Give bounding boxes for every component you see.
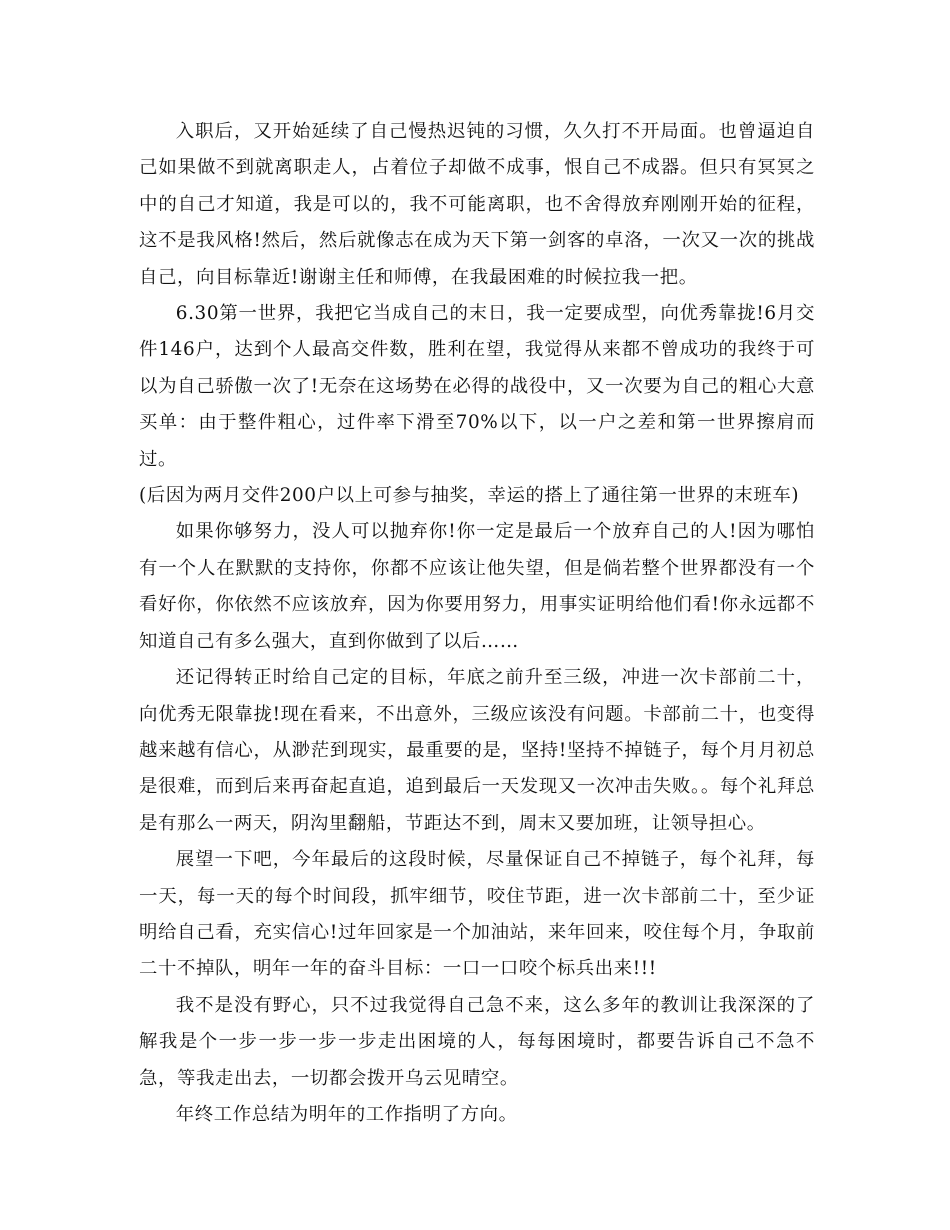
document-body <box>139 114 815 1133</box>
paragraph-first-world: 6.30第一世界，我把它当成自己的末日，我一定要成型，向优秀靠拢!6月交件146户，达到个人最高交件数，胜利在望，我觉得从来都不曾成功的我终于可以为自己骄傲一次了!无奈在这场势在必得的战役中，又一次要为自己的粗心大意买单：由于整件粗心，过件率下滑至70%以下，以一户之差和第一世界擦肩而过。 <box>139 303 815 470</box>
paragraph-goals: 还记得转正时给自己定的目标，年底之前升至三级，冲进一次卡部前二十，向优秀无限靠拢!现在看来，不出意外，三级应该没有问题。卡部前二十，也变得越来越有信心，从渺茫到现实，最重要的是，坚持!坚持不掉链子，每个月月初总是很难，而到后来再奋起直追，追到最后一天发现又一次冲击失败。。每个礼拜总是有那么一两天，阴沟里翻船，节距达不到，周末又要加班，让领导担心。 <box>139 667 815 834</box>
paragraph-lottery-note: (后因为两月交件200户以上可参与抽奖，幸运的搭上了通往第一世界的末班车) <box>139 485 800 507</box>
paragraph-effort: 如果你够努力，没人可以抛弃你!你一定是最后一个放弃自己的人!因为哪怕有一个人在默默的支持你，你都不应该让他失望，但是倘若整个世界都没有一个看好你，你依然不应该放弃，因为你要用努力，用事实证明给他们看!你永远都不知道自己有多么强大，直到你做到了以后…… <box>139 521 815 652</box>
paragraph-ambition: 我不是没有野心，只不过我觉得自己急不来，这么多年的教训让我深深的了解我是个一步一步一步一步走出困境的人，每每困境时，都要告诉自己不急不急，等我走出去，一切都会拨开乌云见晴空。 <box>139 994 815 1089</box>
paragraph-onboarding: 入职后，又开始延续了自己慢热迟钝的习惯，久久打不开局面。也曾逼迫自己如果做不到就离职走人，占着位子却做不成事，恨自己不成器。但只有冥冥之中的自己才知道，我是可以的，我不可能离职，也不舍得放弃刚刚开始的征程，这不是我风格!然后，然后就像志在成为天下第一剑客的卓洛，一次又一次的挑战自己，向目标靠近!谢谢主任和师傅，在我最困难的时候拉我一把。 <box>139 121 815 288</box>
paragraph-conclusion: 年终工作总结为明年的工作指明了方向。 <box>175 1103 518 1125</box>
paragraph-outlook: 展望一下吧，今年最后的这段时候，尽量保证自己不掉链子，每个礼拜，每一天，每一天的每个时间段，抓牢细节，咬住节距，进一次卡部前二十，至少证明给自己看，充实信心!过年回家是一个加油站，来年回来，咬住每个月，争取前二十不掉队，明年一年的奋斗目标：一口一口咬个标兵出来!!! <box>139 849 815 980</box>
